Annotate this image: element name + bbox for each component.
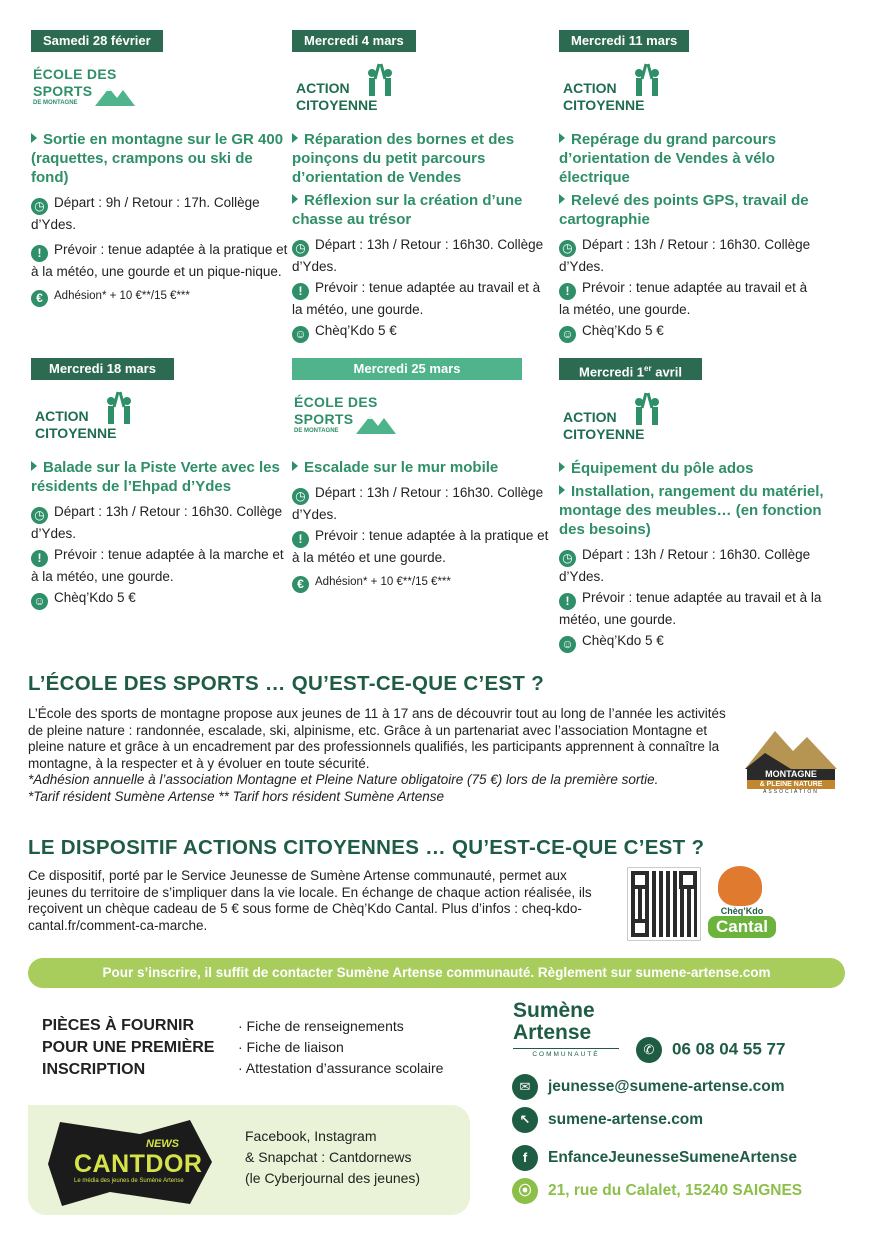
clock-icon: ◷ bbox=[559, 240, 576, 257]
qr-code bbox=[628, 868, 700, 940]
people-high-five-icon bbox=[99, 390, 139, 426]
action-citoyenne-logo bbox=[559, 62, 821, 122]
document-item: · Attestation d’assurance scolaire bbox=[238, 1060, 444, 1076]
phone-contact[interactable]: ✆ 06 08 04 55 77 bbox=[636, 1037, 785, 1063]
date-badge: Mercredi 11 mars bbox=[559, 30, 689, 52]
people-high-five-icon bbox=[360, 62, 400, 98]
activity-card bbox=[292, 30, 554, 343]
triangle-icon bbox=[559, 194, 565, 204]
activity-title: Balade sur la Piste Verte avec les résidents de l’Ehpad d’Ydes bbox=[31, 459, 280, 495]
euro-icon: € bbox=[31, 290, 48, 307]
exclamation-icon: ! bbox=[559, 283, 576, 300]
activity-title: Réparation des bornes et des poinçons du petit parcours d’orientation de Vendes bbox=[292, 131, 515, 186]
date-badge: Mercredi 4 mars bbox=[292, 30, 416, 52]
activity-title: Sortie en montagne sur le GR 400 (raquettes, crampons ou ski de fond) bbox=[31, 131, 284, 186]
activity-title: Équipement du pôle ados bbox=[559, 459, 849, 478]
schedule: ◷ Départ : 13h / Retour : 16h30. Collège d’Ydes. bbox=[559, 237, 811, 274]
exclamation-icon: ! bbox=[292, 531, 309, 548]
activity-card bbox=[559, 30, 821, 343]
ecole-des-sports-logo bbox=[292, 390, 554, 450]
triangle-icon bbox=[292, 194, 298, 204]
org-line3: COMMUNAUTÉ bbox=[513, 1048, 619, 1058]
exclamation-icon: ! bbox=[31, 550, 48, 567]
location-pin-icon: ⦿ bbox=[512, 1178, 538, 1204]
org-line2: Artense bbox=[513, 1021, 592, 1044]
schedule: ◷ Départ : 13h / Retour : 16h30. Collège d’Ydes. bbox=[292, 237, 544, 274]
activity-card bbox=[31, 358, 293, 610]
euro-icon: € bbox=[292, 576, 309, 593]
triangle-icon bbox=[559, 485, 565, 495]
address-contact: ⦿ 21, rue du Calalet, 15240 SAIGNES bbox=[512, 1178, 802, 1204]
price: ☺ Chèq’Kdo 5 € bbox=[292, 321, 554, 343]
cantdor-tagline: Le média des jeunes de Sumène Artense bbox=[74, 1178, 184, 1184]
exclamation-icon: ! bbox=[559, 593, 576, 610]
kdo-line1: Chèq’Kdo bbox=[720, 906, 764, 916]
activity-title: Escalade sur le mur mobile bbox=[292, 458, 554, 477]
schedule: ◷ Départ : 13h / Retour : 16h30. Collège d’Ydes. bbox=[559, 547, 811, 585]
date-badge: Mercredi 25 mars bbox=[292, 358, 522, 380]
clock-icon: ◷ bbox=[31, 507, 48, 524]
activity-title: Réflexion sur la création d’une chasse au trésor bbox=[292, 192, 523, 228]
schedule: ◷ Départ : 9h / Retour : 17h. Collège d’Ydes. bbox=[31, 195, 260, 232]
badge-line3: ASSOCIATION bbox=[763, 789, 819, 795]
montagne-pleine-nature-badge bbox=[745, 727, 837, 795]
clock-icon: ◷ bbox=[292, 240, 309, 257]
requirements: ! Prévoir : tenue adaptée au travail et à la météo, une gourde. bbox=[559, 280, 808, 317]
triangle-icon bbox=[559, 462, 565, 472]
cantdor-news-label: NEWS bbox=[146, 1138, 179, 1150]
requirements: ! Prévoir : tenue adaptée à la marche et à la météo, une gourde. bbox=[31, 547, 284, 584]
cheq-kdo-cantal-logo bbox=[708, 866, 776, 942]
price: € Adhésion* + 10 €**/15 €*** bbox=[31, 287, 293, 307]
logo-line2: SPORTS bbox=[294, 411, 354, 427]
social-text: Facebook, Instagram & Snapchat : Cantdornews (le Cyberjournal des jeunes) bbox=[245, 1128, 421, 1186]
email-icon: ✉ bbox=[512, 1074, 538, 1100]
website-contact[interactable]: ↖ sumene-artense.com bbox=[512, 1107, 703, 1133]
cantdor-name: CANTDOR bbox=[74, 1150, 203, 1178]
smile-icon: ☺ bbox=[559, 636, 576, 653]
smile-icon: ☺ bbox=[31, 593, 48, 610]
badge-line1: MONTAGNE bbox=[747, 769, 835, 780]
documents-list bbox=[238, 1016, 443, 1079]
facebook-icon: f bbox=[512, 1145, 538, 1171]
logo-line1: ACTION bbox=[296, 80, 350, 96]
ecole-section-text: L’École des sports de montagne propose aux jeunes de 11 à 17 ans de découvrir tout au long de l’année les activités de pleine nature : randonnée, escalade, ski, alpinisme, etc. Grâce à un partenariat avec l’association Montagne et pleine nature et grâce à un encadrement par des professionnels qualifiés, les participants apprennent à connaître la montagne, à la respecter et à y évoluer en toute sécurité. *Adhésion annuelle à l’association Montagne et Pleine Nature obligatoire (75 €) lors de la première sortie. *Tarif résident Sumène Artense ** Tarif hors résident Sumène Artense bbox=[28, 706, 728, 805]
price: € Adhésion* + 10 €**/15 €*** bbox=[292, 573, 554, 593]
activity-title: Relevé des points GPS, travail de cartographie bbox=[559, 192, 809, 228]
logo-line1: ÉCOLE DES bbox=[33, 66, 117, 82]
date-badge: Mercredi 18 mars bbox=[31, 358, 174, 380]
logo-line2: SPORTS bbox=[33, 83, 93, 99]
actions-section-text: Ce dispositif, porté par le Service Jeunesse de Sumène Artense communauté, permet aux jeunes du territoire de s’impliquer dans la vie locale. En échange de chaque action réalisée, ils reçoivent un chèque cadeau de 5 € sous forme de Chèq’Kdo Cantal. Plus d’infos : cheq-kdo-cantal.fr/comment-ca-marche. bbox=[28, 868, 592, 933]
org-line1: Sumène bbox=[513, 999, 595, 1022]
documents-title: PIÈCES À FOURNIR POUR UNE PREMIÈRE INSCRIPTION bbox=[42, 1017, 215, 1078]
exclamation-icon: ! bbox=[31, 245, 48, 262]
action-citoyenne-logo bbox=[559, 391, 849, 451]
price: ☺ Chèq’Kdo 5 € bbox=[31, 588, 293, 610]
mountain-badge-icon bbox=[745, 727, 837, 769]
sumene-artense-logo bbox=[513, 1000, 619, 1058]
activity-card bbox=[559, 358, 849, 653]
email-contact[interactable]: ✉ jeunesse@sumene-artense.com bbox=[512, 1074, 785, 1100]
schedule: ◷ Départ : 13h / Retour : 16h30. Collège d’Ydes. bbox=[31, 504, 283, 541]
exclamation-icon: ! bbox=[292, 283, 309, 300]
triangle-icon bbox=[31, 461, 37, 471]
triangle-icon bbox=[292, 461, 298, 471]
logo-line3: DE MONTAGNE bbox=[33, 100, 78, 106]
date-badge: Mercredi 1er avril bbox=[559, 358, 702, 380]
smile-icon: ☺ bbox=[292, 326, 309, 343]
document-item: · Fiche de renseignements bbox=[238, 1018, 404, 1034]
mascot-icon bbox=[718, 866, 762, 906]
activity-card bbox=[31, 30, 293, 307]
requirements: ! Prévoir : tenue adaptée au travail et à la météo, une gourde. bbox=[559, 590, 822, 628]
ecole-note-2: *Tarif résident Sumène Artense ** Tarif hors résident Sumène Artense bbox=[28, 788, 444, 804]
people-high-five-icon bbox=[627, 391, 667, 427]
document-item: · Fiche de liaison bbox=[238, 1039, 344, 1055]
requirements: ! Prévoir : tenue adaptée au travail et à la météo, une gourde. bbox=[292, 280, 541, 317]
date-badge: Samedi 28 février bbox=[31, 30, 163, 52]
schedule: ◷ Départ : 13h / Retour : 16h30. Collège d’Ydes. bbox=[292, 485, 544, 522]
actions-section-title: LE DISPOSITIF ACTIONS CITOYENNES … QU’EST-CE-QUE C’EST ? bbox=[28, 836, 705, 859]
logo-line2: CITOYENNE bbox=[296, 97, 378, 113]
price: ☺ Chèq’Kdo 5 € bbox=[559, 321, 821, 343]
registration-banner: Pour s’inscrire, il suffit de contacter Sumène Artense communauté. Règlement sur sumene-artense.com bbox=[28, 958, 845, 988]
people-high-five-icon bbox=[627, 62, 667, 98]
clock-icon: ◷ bbox=[31, 198, 48, 215]
triangle-icon bbox=[31, 133, 37, 143]
action-citoyenne-logo bbox=[292, 62, 554, 122]
clock-icon: ◷ bbox=[559, 550, 576, 567]
mountain-icon bbox=[95, 82, 135, 106]
clock-icon: ◷ bbox=[292, 488, 309, 505]
cursor-icon: ↖ bbox=[512, 1107, 538, 1133]
logo-line2: CITOYENNE bbox=[35, 425, 117, 441]
ecole-section-title: L’ÉCOLE DES SPORTS … QU’EST-CE-QUE C’EST ? bbox=[28, 672, 545, 695]
logo-line1: ÉCOLE DES bbox=[294, 394, 378, 410]
requirements: ! Prévoir : tenue adaptée à la pratique et à la météo et une gourde. bbox=[292, 528, 549, 565]
logo-line1: ACTION bbox=[563, 80, 617, 96]
phone-icon: ✆ bbox=[636, 1037, 662, 1063]
logo-line1: ACTION bbox=[563, 409, 617, 426]
triangle-icon bbox=[559, 133, 565, 143]
requirements: ! Prévoir : tenue adaptée à la pratique et à la météo, une gourde et un pique-nique. bbox=[31, 242, 288, 279]
smile-icon: ☺ bbox=[559, 326, 576, 343]
logo-line2: CITOYENNE bbox=[563, 97, 645, 113]
logo-line1: ACTION bbox=[35, 408, 89, 424]
activity-title: Installation, rangement du matériel, montage des meubles… (en fonction des besoins) bbox=[559, 483, 824, 539]
activity-card bbox=[292, 358, 554, 593]
facebook-contact[interactable]: f EnfanceJeunesseSumeneArtense bbox=[512, 1145, 797, 1171]
price: ☺ Chèq’Kdo 5 € bbox=[559, 631, 849, 653]
kdo-line2: Cantal bbox=[708, 916, 776, 938]
ecole-note-1: *Adhésion annuelle à l’association Montagne et Pleine Nature obligatoire (75 €) lors de la première sortie. bbox=[28, 772, 659, 787]
activity-title: Repérage du grand parcours d’orientation de Vendes à vélo électrique bbox=[559, 131, 777, 186]
mountain-icon bbox=[356, 410, 396, 434]
action-citoyenne-logo bbox=[31, 390, 293, 450]
ecole-des-sports-logo bbox=[31, 62, 293, 122]
logo-line2: CITOYENNE bbox=[563, 426, 645, 443]
badge-line2: & PLEINE NATURE bbox=[747, 780, 835, 789]
triangle-icon bbox=[292, 133, 298, 143]
logo-line3: DE MONTAGNE bbox=[294, 428, 339, 434]
